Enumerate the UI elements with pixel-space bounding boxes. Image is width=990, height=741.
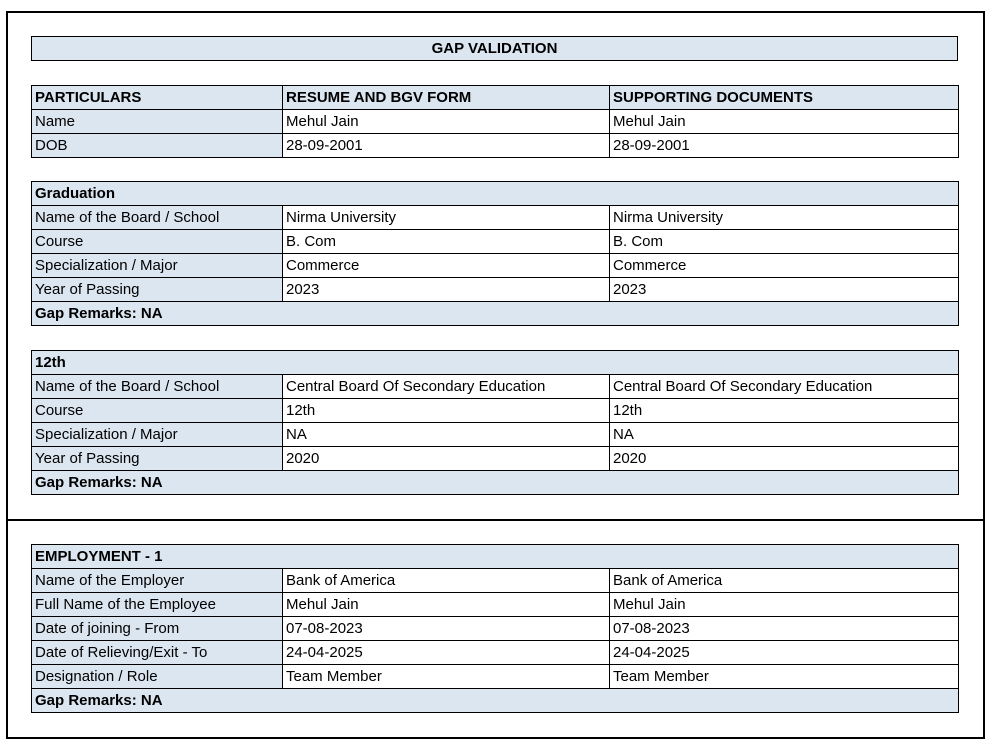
resume-value: 2020: [283, 447, 610, 471]
table-row: [32, 110, 959, 134]
resume-value: 28-09-2001: [283, 134, 610, 158]
table-row: [32, 134, 959, 158]
row-label: Name: [32, 110, 283, 134]
particulars-table: [31, 85, 959, 158]
table-row: [32, 230, 959, 254]
resume-value: Bank of America: [283, 569, 610, 593]
row-label: Course: [32, 399, 283, 423]
graduation-table: [31, 181, 959, 326]
section-header-row: [32, 182, 959, 206]
row-label: Year of Passing: [32, 447, 283, 471]
resume-value: Mehul Jain: [283, 593, 610, 617]
page-title: GAP VALIDATION: [31, 36, 958, 61]
docs-value: 24-04-2025: [610, 641, 959, 665]
gap-remarks: Gap Remarks: NA: [32, 302, 959, 326]
table-row: [32, 254, 959, 278]
table-row: [32, 206, 959, 230]
docs-value: Mehul Jain: [610, 110, 959, 134]
resume-value: Commerce: [283, 254, 610, 278]
resume-value: Central Board Of Secondary Education: [283, 375, 610, 399]
employment-section-title: EMPLOYMENT - 1: [32, 545, 959, 569]
row-label: Full Name of the Employee: [32, 593, 283, 617]
header-particulars: PARTICULARS: [32, 86, 283, 110]
resume-value: 07-08-2023: [283, 617, 610, 641]
docs-value: Central Board Of Secondary Education: [610, 375, 959, 399]
docs-value: 2020: [610, 447, 959, 471]
graduation-section-title: Graduation: [32, 182, 959, 206]
row-label: Name of the Board / School: [32, 375, 283, 399]
table-row: [32, 665, 959, 689]
gap-remarks: Gap Remarks: NA: [32, 689, 959, 713]
row-label: Date of Relieving/Exit - To: [32, 641, 283, 665]
remarks-row: [32, 471, 959, 495]
row-label: Year of Passing: [32, 278, 283, 302]
docs-value: B. Com: [610, 230, 959, 254]
docs-value: Nirma University: [610, 206, 959, 230]
docs-value: Bank of America: [610, 569, 959, 593]
docs-value: 2023: [610, 278, 959, 302]
row-label: Name of the Employer: [32, 569, 283, 593]
docs-value: Team Member: [610, 665, 959, 689]
row-label: Name of the Board / School: [32, 206, 283, 230]
table-row: [32, 278, 959, 302]
resume-value: Nirma University: [283, 206, 610, 230]
table-row: [32, 593, 959, 617]
docs-value: Commerce: [610, 254, 959, 278]
resume-value: B. Com: [283, 230, 610, 254]
section-header-row: [32, 545, 959, 569]
gap-remarks: Gap Remarks: NA: [32, 471, 959, 495]
table-header-row: [32, 86, 959, 110]
docs-value: Mehul Jain: [610, 593, 959, 617]
row-label: Date of joining - From: [32, 617, 283, 641]
table-row: [32, 617, 959, 641]
docs-value: 12th: [610, 399, 959, 423]
resume-value: 2023: [283, 278, 610, 302]
table-row: [32, 399, 959, 423]
row-label: Designation / Role: [32, 665, 283, 689]
row-label: Specialization / Major: [32, 423, 283, 447]
docs-value: NA: [610, 423, 959, 447]
header-resume-bgv: RESUME AND BGV FORM: [283, 86, 610, 110]
header-supporting-docs: SUPPORTING DOCUMENTS: [610, 86, 959, 110]
table-row: [32, 447, 959, 471]
twelfth-section-title: 12th: [32, 351, 959, 375]
table-row: [32, 569, 959, 593]
resume-value: NA: [283, 423, 610, 447]
row-label: DOB: [32, 134, 283, 158]
table-row: [32, 641, 959, 665]
twelfth-table: [31, 350, 959, 495]
section-header-row: [32, 351, 959, 375]
resume-value: Mehul Jain: [283, 110, 610, 134]
row-label: Course: [32, 230, 283, 254]
remarks-row: [32, 689, 959, 713]
docs-value: 28-09-2001: [610, 134, 959, 158]
table-row: [32, 423, 959, 447]
table-row: [32, 375, 959, 399]
row-label: Specialization / Major: [32, 254, 283, 278]
employment-table: [31, 544, 959, 713]
remarks-row: [32, 302, 959, 326]
docs-value: 07-08-2023: [610, 617, 959, 641]
resume-value: 24-04-2025: [283, 641, 610, 665]
resume-value: 12th: [283, 399, 610, 423]
resume-value: Team Member: [283, 665, 610, 689]
